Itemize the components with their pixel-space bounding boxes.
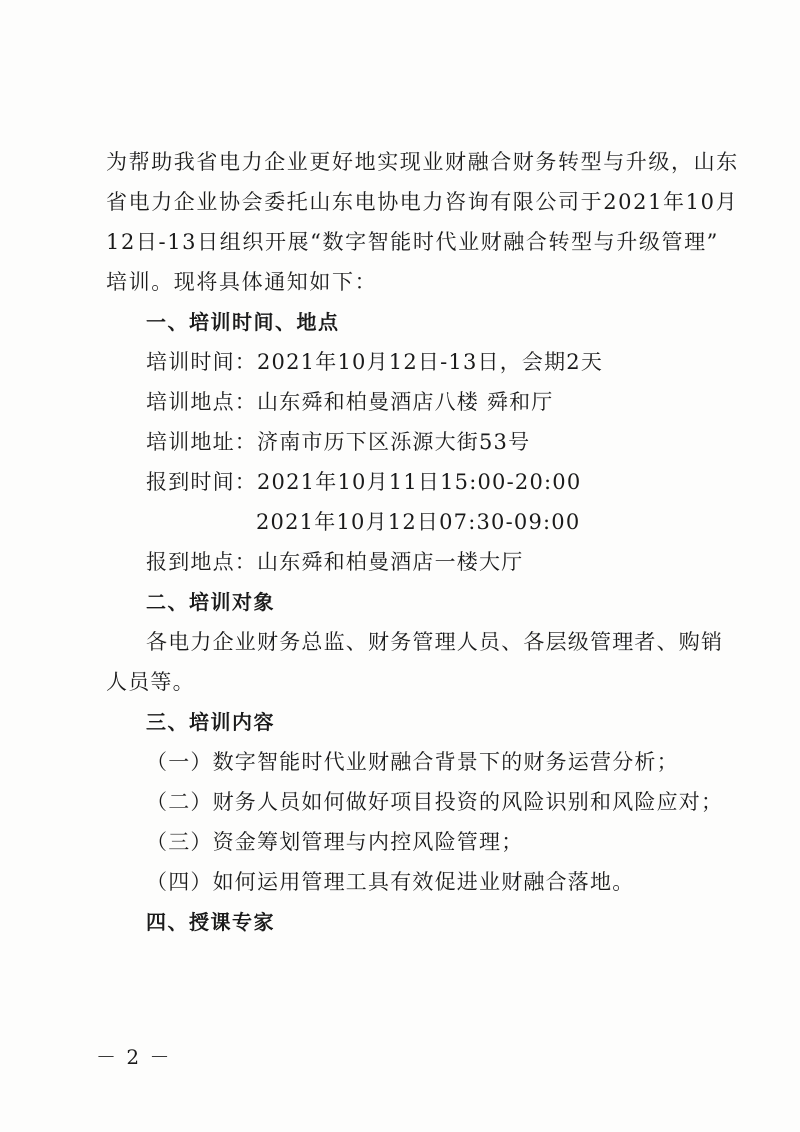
- section-3-heading: 三、培训内容: [146, 710, 275, 734]
- training-address: 培训地址：济南市历下区泺源大街53号: [146, 430, 531, 454]
- intro-line-3: 12日-13日组织开展“数字智能时代业财融合转型与升级管理”: [106, 230, 720, 254]
- audience-line-1: 各电力企业财务总监、财务管理人员、各层级管理者、购销: [146, 630, 724, 654]
- section-2-heading: 二、培训对象: [146, 590, 275, 614]
- checkin-time-1: 报到时间：2021年10月11日15:00-20:00: [146, 470, 582, 494]
- intro-line-4: 培训。现将具体通知如下：: [106, 270, 378, 294]
- section-1-heading: 一、培训时间、地点: [146, 310, 340, 334]
- intro-line-2: 省电力企业协会委托山东电协电力咨询有限公司于2021年10月: [106, 190, 739, 214]
- checkin-time-2: 2021年10月12日07:30-09:00: [256, 510, 581, 534]
- training-venue: 培训地点：山东舜和柏曼酒店八楼 舜和厅: [146, 390, 554, 414]
- content-item-2: （二）财务人员如何做好项目投资的风险识别和风险应对；: [146, 790, 724, 814]
- content-item-3: （三）资金筹划管理与内控风险管理；: [146, 830, 524, 854]
- checkin-place: 报到地点：山东舜和柏曼酒店一楼大厅: [146, 550, 524, 574]
- content-item-1: （一）数字智能时代业财融合背景下的财务运营分析；: [146, 750, 679, 774]
- content-item-4: （四）如何运用管理工具有效促进业财融合落地。: [146, 870, 635, 894]
- audience-line-2: 人员等。: [106, 670, 195, 694]
- page-number: － 2 －: [96, 1045, 172, 1069]
- section-4-heading: 四、授课专家: [146, 910, 275, 934]
- training-time: 培训时间：2021年10月12日-13日，会期2天: [146, 350, 604, 374]
- intro-line-1: 为帮助我省电力企业更好地实现业财融合财务转型与升级，山东: [106, 150, 739, 174]
